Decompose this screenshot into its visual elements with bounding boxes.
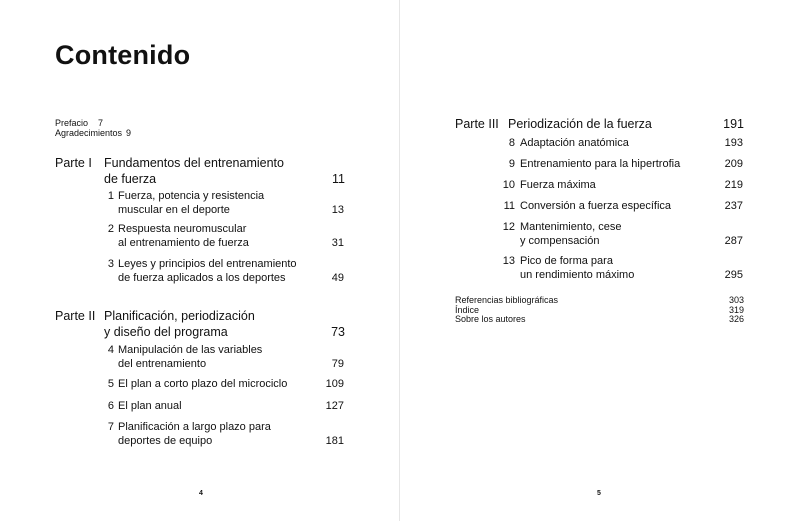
- back-matter: [455, 296, 744, 325]
- chapter-title-line: muscular en el deporte: [118, 204, 230, 216]
- back-matter-item: [455, 296, 744, 306]
- chapter-page: 31: [331, 237, 344, 249]
- chapter-title-line: un rendimiento máximo: [520, 269, 635, 281]
- front-matter: [55, 118, 141, 138]
- part-2-heading: [55, 308, 345, 340]
- part-1-heading: [55, 155, 345, 187]
- chapter-title-line: de fuerza aplicados a los deportes: [118, 272, 286, 284]
- back-matter-page: 326: [728, 314, 744, 325]
- part-title-line: Periodización de la fuerza: [508, 117, 652, 131]
- chapter-entry: [502, 220, 743, 248]
- part-page: 73: [331, 325, 345, 339]
- chapter-title-line: Fuerza máxima: [520, 179, 596, 191]
- chapter-number: 13: [502, 255, 515, 267]
- chapter-title-line: Respuesta neuromuscular: [118, 223, 247, 235]
- chapter-page: 219: [724, 179, 743, 191]
- chapter-entry: [100, 377, 344, 391]
- chapter-title-line: Fuerza, potencia y resistencia: [118, 190, 265, 202]
- chapter-title-line: El plan a corto plazo del microciclo: [118, 378, 288, 390]
- chapter-page: 193: [724, 137, 743, 149]
- chapter-title-line: al entrenamiento de fuerza: [118, 237, 249, 249]
- chapter-number: 11: [503, 200, 515, 212]
- folio-right: 5: [597, 490, 601, 497]
- folio-left: 4: [199, 490, 203, 497]
- chapter-entry: [505, 199, 743, 213]
- chapter-entry: [100, 343, 344, 371]
- chapter-entry: [505, 157, 743, 171]
- chapter-page: 79: [331, 358, 344, 370]
- chapter-entry: [100, 399, 344, 413]
- chapter-number: 8: [508, 137, 515, 149]
- chapter-title-line: Manipulación de las variables: [118, 344, 263, 356]
- chapter-entry: [502, 254, 743, 282]
- chapter-title-line: y compensación: [520, 235, 600, 247]
- chapter-number: 1: [107, 190, 114, 202]
- chapter-title-line: del entrenamiento: [118, 358, 207, 370]
- chapter-number: 6: [107, 400, 114, 412]
- chapter-entry: [100, 222, 344, 250]
- chapter-number: 4: [107, 344, 114, 356]
- chapter-number: 10: [502, 179, 515, 191]
- chapter-entry: [100, 257, 344, 285]
- front-matter-item: [55, 128, 141, 138]
- chapter-number: 9: [508, 158, 515, 170]
- chapter-page: 181: [325, 435, 344, 447]
- chapter-title-line: Adaptación anatómica: [520, 137, 629, 149]
- chapter-number: 3: [107, 258, 114, 270]
- back-matter-label: Sobre los autores: [455, 314, 526, 325]
- chapter-page: 13: [331, 204, 344, 216]
- chapter-page: 49: [331, 272, 344, 284]
- chapter-entry: [505, 136, 743, 150]
- front-matter-label: Agradecimientos: [55, 128, 123, 138]
- chapter-entry: [100, 420, 344, 448]
- back-matter-page: 303: [728, 295, 744, 305]
- part-label: Parte III: [455, 117, 499, 131]
- chapter-page: 109: [325, 378, 344, 390]
- back-matter-page: 319: [728, 304, 744, 315]
- part-title-line: de fuerza: [104, 172, 157, 186]
- back-matter-item: [455, 315, 744, 325]
- part-3-heading: [455, 116, 744, 132]
- part-title-line: Planificación, periodización: [104, 309, 255, 323]
- chapter-entry: [100, 189, 344, 217]
- chapter-number: 5: [107, 378, 114, 390]
- chapter-title-line: deportes de equipo: [118, 435, 213, 447]
- front-matter-page: 7: [98, 118, 104, 128]
- chapter-title-line: Planificación a largo plazo para: [118, 421, 271, 433]
- chapter-number: 12: [502, 221, 515, 233]
- chapter-title-line: Leyes y principios del entrenamiento: [118, 258, 297, 270]
- part-title-line: y diseño del programa: [104, 325, 228, 339]
- chapter-title-line: Pico de forma para: [520, 255, 613, 267]
- part-title-line: Fundamentos del entrenamiento: [104, 156, 284, 170]
- part-label: Parte II: [55, 309, 96, 323]
- chapter-number: 7: [107, 421, 114, 433]
- front-matter-page: 9: [126, 128, 132, 138]
- back-matter-label: Referencias bibliográficas: [455, 295, 559, 305]
- front-matter-label: Prefacio: [55, 118, 89, 128]
- chapter-entry: [502, 178, 743, 192]
- chapter-title-line: Mantenimiento, cese: [520, 221, 622, 233]
- chapter-page: 295: [724, 269, 743, 281]
- page-gutter: [399, 0, 400, 521]
- page-title: Contenido: [55, 40, 191, 70]
- part-page: 11: [332, 172, 345, 186]
- chapter-title-line: El plan anual: [118, 400, 182, 412]
- chapter-title-line: Conversión a fuerza específica: [520, 200, 672, 212]
- back-matter-label: Índice: [455, 304, 480, 315]
- part-page: 191: [723, 117, 744, 131]
- chapter-page: 209: [724, 158, 743, 170]
- front-matter-item: [55, 118, 141, 128]
- chapter-page: 127: [325, 400, 344, 412]
- chapter-title-line: Entrenamiento para la hipertrofia: [520, 158, 681, 170]
- part-label: Parte I: [55, 156, 92, 170]
- chapter-number: 2: [107, 223, 114, 235]
- chapter-page: 287: [724, 235, 743, 247]
- chapter-page: 237: [724, 200, 743, 212]
